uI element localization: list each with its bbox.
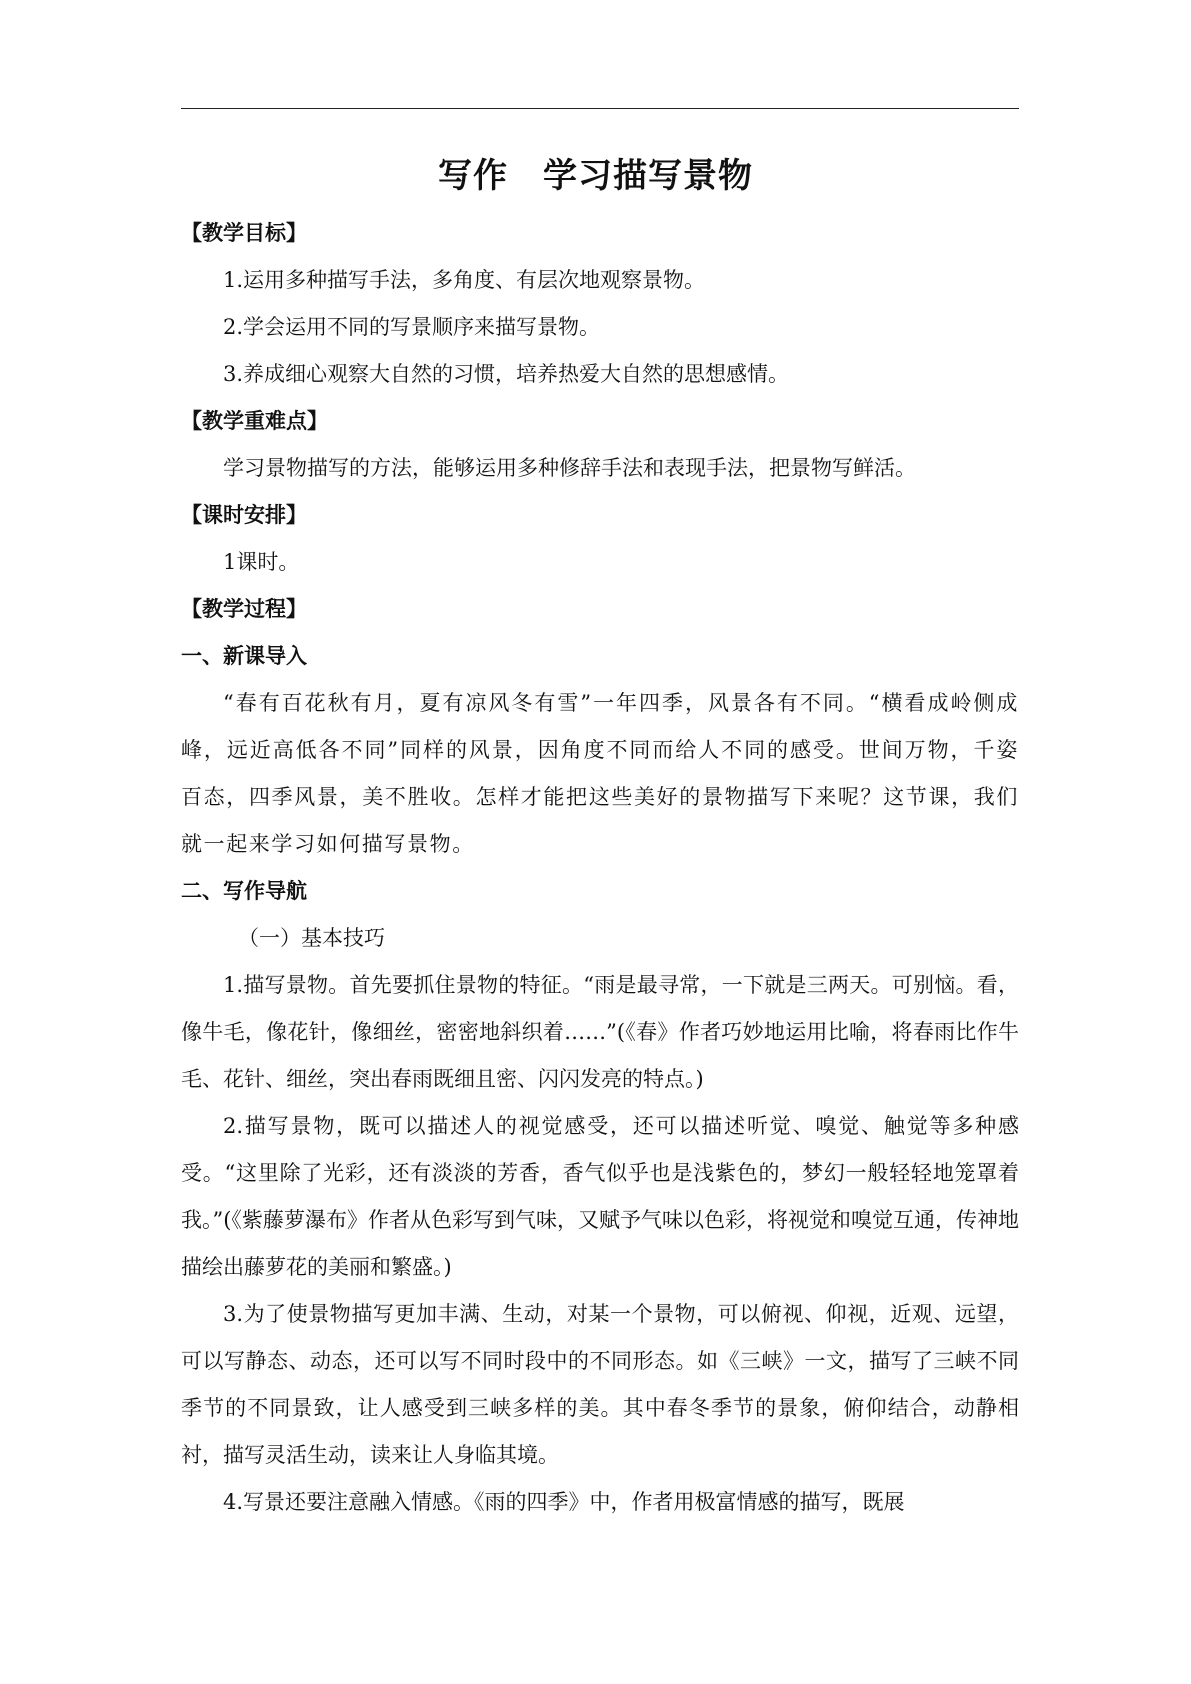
part1-heading: 一、新课导入	[181, 644, 307, 668]
tip-item: 3.为了使景物描写更加丰满、生动，对某一个景物，可以俯视、仰视，近观、远望，可以写静态、动态，还可以写不同时段中的不同形态。如《三峡》一文，描写了三峡不同季节的不同景致，让人感受到三峡多样的美。其中春冬季节的景象，俯仰结合，动静相衬，描写灵活生动，读来让人身临其境。	[181, 1302, 1019, 1467]
page-title: 写作 学习描写景物	[438, 156, 753, 196]
goal-item: 2.学会运用不同的写景顺序来描写景物。	[223, 315, 601, 339]
part2-heading: 二、写作导航	[181, 879, 307, 903]
key-points-text: 学习景物描写的方法，能够运用多种修辞手法和表现手法，把景物写鲜活。	[223, 456, 916, 480]
tip-item: 4.写景还要注意融入情感。《雨的四季》中，作者用极富情感的描写，既展	[223, 1490, 905, 1514]
schedule-heading: 【课时安排】	[181, 503, 307, 527]
part1-text: “春有百花秋有月，夏有凉风冬有雪”一年四季，风景各有不同。“横看成岭侧成峰，远近高低各不同”同样的风景，因角度不同而给人不同的感受。世间万物，千姿百态，四季风景，美不胜收。怎样才能把这些美好的景物描写下来呢？这节课，我们就一起来学习如何描写景物。	[181, 691, 1019, 856]
process-heading: 【教学过程】	[181, 597, 307, 621]
schedule-text: 1课时。	[223, 550, 300, 574]
header-rule	[181, 108, 1019, 109]
key-points-heading: 【教学重难点】	[181, 409, 328, 433]
tip-item: 1.描写景物。首先要抓住景物的特征。“雨是最寻常，一下就是三两天。可别恼。看，像牛毛，像花针，像细丝，密密地斜织着……”(《春》作者巧妙地运用比喻，将春雨比作牛毛、花针、细丝，突出春雨既细且密、闪闪发亮的特点。)	[181, 973, 1019, 1091]
goal-item: 1.运用多种描写手法，多角度、有层次地观察景物。	[223, 268, 706, 292]
document-body	[181, 210, 1019, 1526]
tip-item: 2.描写景物，既可以描述人的视觉感受，还可以描述听觉、嗅觉、触觉等多种感受。“这里除了光彩，还有淡淡的芳香，香气似乎也是浅紫色的，梦幻一般轻轻地笼罩着我。”(《紫藤萝瀑布》作者从色彩写到气味，又赋予气味以色彩，将视觉和嗅觉互通，传神地描绘出藤萝花的美丽和繁盛。)	[181, 1114, 1019, 1279]
part2-subheading: （一）基本技巧	[238, 926, 385, 950]
goal-item: 3.养成细心观察大自然的习惯，培养热爱大自然的思想感情。	[223, 362, 790, 386]
goals-heading: 【教学目标】	[181, 221, 307, 245]
